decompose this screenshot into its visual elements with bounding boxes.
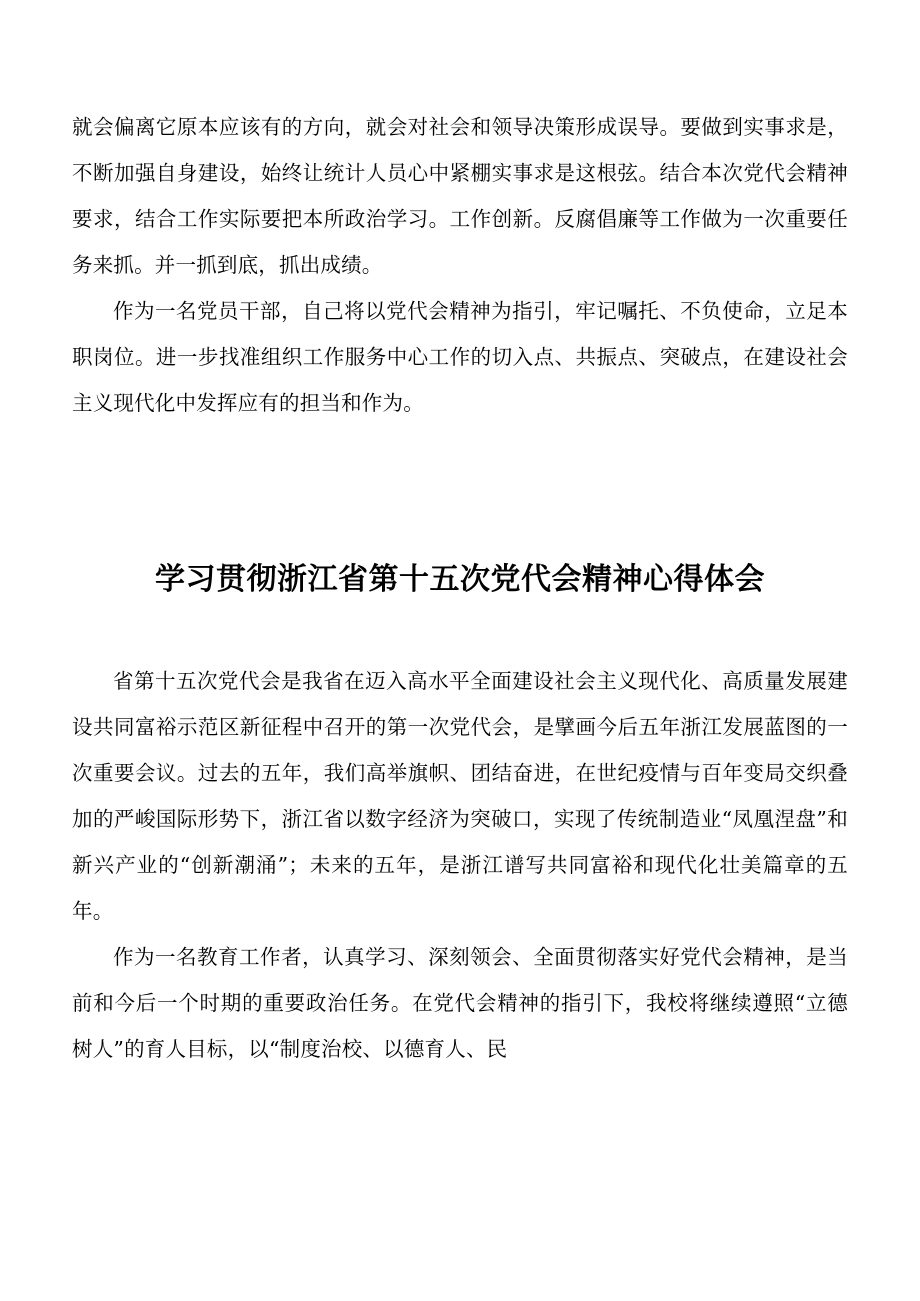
section-spacer [72, 426, 848, 554]
document-body [72, 658, 848, 1072]
title-spacer [72, 606, 848, 658]
body-paragraph-2: 作为一名教育工作者，认真学习、深刻领会、全面贯彻落实好党代会精神，是当前和今后一个时期的重要政治任务。在党代会精神的指引下，我校将继续遵照“立德树人”的育人目标，以“制度治校、以德育人、民 [72, 945, 848, 1061]
continuation-paragraph-1: 就会偏离它原本应该有的方向，就会对社会和领导决策形成误导。要做到实事求是，不断加强自身建设，始终让统计人员心中紧棚实事求是这根弦。结合本次党代会精神要求，结合工作实际要把本所政治学习。工作创新。反腐倡廉等工作做为一次重要任务来抓。并一抓到底，抓出成绩。 [72, 115, 848, 277]
continuation-paragraph-2: 作为一名党员干部，自己将以党代会精神为指引，牢记嘱托、不负使命，立足本职岗位。进一步找准组织工作服务中心工作的切入点、共振点、突破点，在建设社会主义现代化中发挥应有的担当和作为。 [72, 299, 848, 415]
page-title: 学习贯彻浙江省第十五次党代会精神心得体会 [155, 562, 765, 597]
body-paragraph-1: 省第十五次党代会是我省在迈入高水平全面建设社会主义现代化、高质量发展建设共同富裕示范区新征程中召开的第一次党代会，是擘画今后五年浙江发展蓝图的一次重要会议。过去的五年，我们高举旗帜、团结奋进，在世纪疫情与百年变局交织叠加的严峻国际形势下，浙江省以数字经济为突破口，实现了传统制造业“凤凰涅盘”和新兴产业的“创新潮涌”；未来的五年，是浙江谱写共同富裕和现代化壮美篇章的五年。 [72, 669, 848, 923]
